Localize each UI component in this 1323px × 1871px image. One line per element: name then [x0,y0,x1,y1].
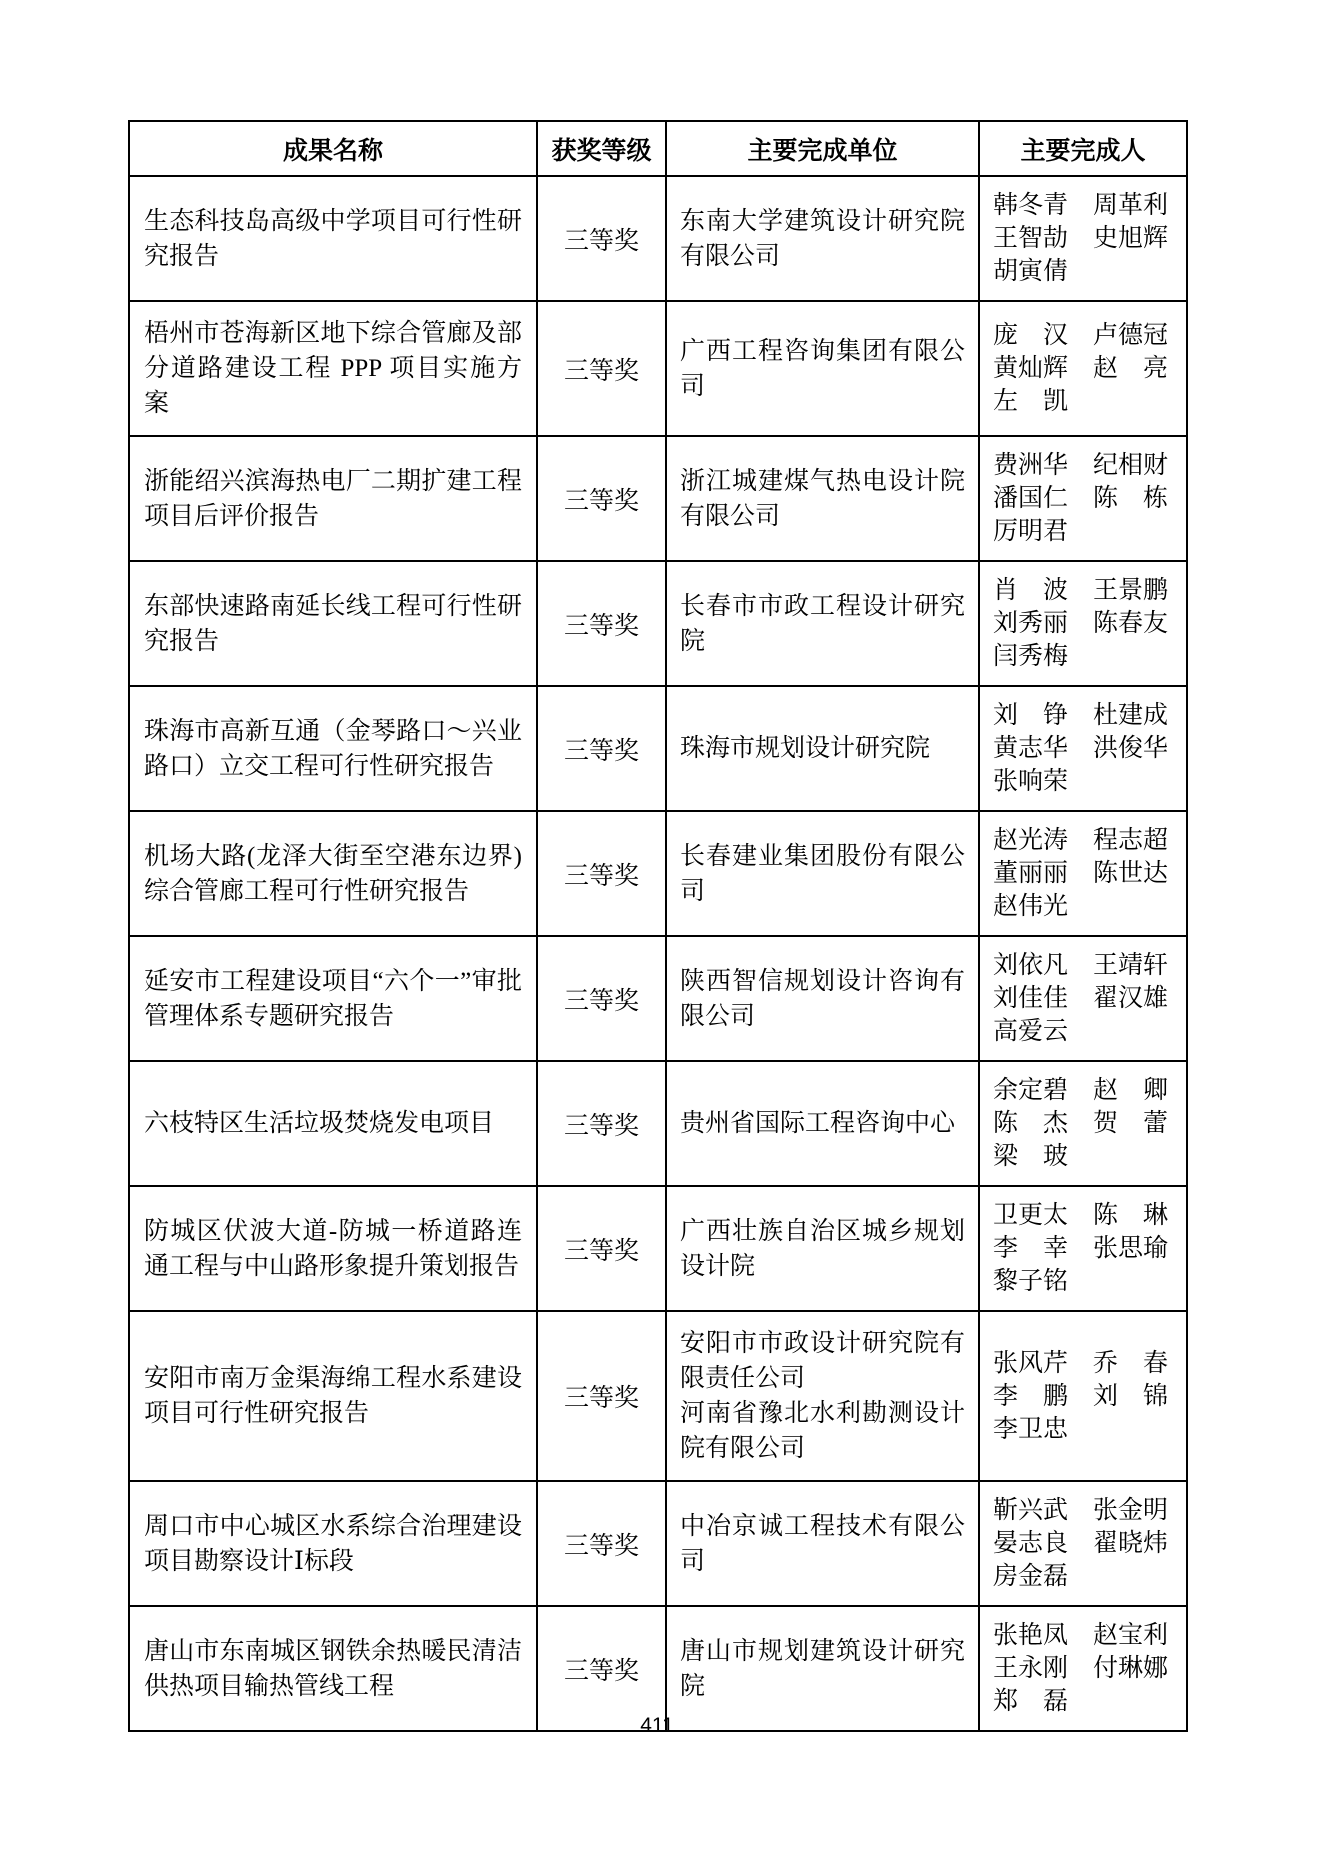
person-line: 高爱云 [993,1018,1069,1045]
award-level: 三等奖 [537,436,666,561]
person-line: 庞 汉 卢德冠 [993,322,1169,349]
person-line: 郑 磊 [993,1688,1069,1715]
award-level: 三等奖 [537,1061,666,1186]
person-line: 黎子铭 [993,1268,1069,1295]
person-line: 余定碧 赵 卿 [993,1077,1169,1104]
person-line: 晏志良 翟晓炜 [993,1530,1169,1557]
person-line: 潘国仁 陈 栋 [993,485,1169,512]
completing-persons [979,1186,1187,1311]
completing-persons [979,1606,1187,1731]
person-line: 张风芹 乔 春 [993,1349,1169,1377]
award-level: 三等奖 [537,811,666,936]
column-header: 主要完成人 [979,121,1187,176]
result-name: 防城区伏波大道-防城一桥道路连通工程与中山路形象提升策划报告 [129,1186,537,1311]
unit-line: 安阳市市政设计研究院有限责任公司 [680,1330,965,1392]
result-name: 延安市工程建设项目“六个一”审批管理体系专题研究报告 [129,936,537,1061]
person-line: 李 鹏 刘 锦 [993,1382,1169,1410]
completing-unit [666,436,979,561]
table-row [129,301,1187,436]
table-row [129,1311,1187,1481]
unit-line: 东南大学建筑设计研究院有限公司 [680,207,965,270]
result-name: 珠海市高新互通（金琴路口～兴业路口）立交工程可行性研究报告 [129,686,537,811]
table-row [129,1481,1187,1606]
person-line: 刘秀丽 陈春友 [993,610,1169,637]
unit-line: 唐山市规划建筑设计研究院 [680,1637,965,1700]
person-line: 靳兴武 张金明 [993,1497,1169,1524]
unit-line: 长春建业集团股份有限公司 [680,842,965,905]
results-table-body [129,176,1187,1731]
person-line: 闫秀梅 [993,643,1069,670]
completing-persons [979,936,1187,1061]
completing-persons [979,176,1187,301]
unit-line: 河南省豫北水利勘测设计院有限公司 [680,1400,965,1462]
unit-line: 浙江城建煤气热电设计院有限公司 [680,467,965,530]
unit-line: 贵州省国际工程咨询中心 [680,1110,956,1137]
award-level: 三等奖 [537,176,666,301]
unit-line: 珠海市规划设计研究院 [680,735,931,762]
completing-persons [979,1311,1187,1481]
person-line: 刘佳佳 翟汉雄 [993,985,1169,1012]
completing-persons [979,301,1187,436]
completing-unit [666,176,979,301]
person-line: 黄志华 洪俊华 [993,735,1169,762]
unit-line: 陕西智信规划设计咨询有限公司 [680,967,965,1030]
result-name: 唐山市东南城区钢铁余热暖民清洁供热项目输热管线工程 [129,1606,537,1731]
result-name: 梧州市苍海新区地下综合管廊及部分道路建设工程 PPP 项目实施方案 [129,301,537,436]
awards-table [128,120,1188,1732]
completing-unit [666,1186,979,1311]
person-line: 胡寅倩 [993,258,1069,285]
table-row [129,561,1187,686]
completing-unit [666,1061,979,1186]
completing-unit [666,811,979,936]
person-line: 房金磊 [993,1563,1069,1590]
page-number: 411 [640,1714,674,1737]
person-line: 李 幸 张思瑜 [993,1235,1169,1262]
table-row [129,1186,1187,1311]
completing-persons [979,811,1187,936]
completing-persons [979,686,1187,811]
award-level: 三等奖 [537,936,666,1061]
person-line: 董丽丽 陈世达 [993,860,1169,887]
person-line: 王智劼 史旭辉 [993,225,1169,252]
unit-line: 广西工程咨询集团有限公司 [680,337,965,400]
award-level: 三等奖 [537,1186,666,1311]
person-line: 李卫忠 [993,1415,1069,1443]
column-header: 主要完成单位 [666,121,979,176]
completing-persons [979,1481,1187,1606]
award-level: 三等奖 [537,1606,666,1731]
completing-persons [979,436,1187,561]
completing-persons [979,1061,1187,1186]
person-line: 陈 杰 贺 蕾 [993,1110,1169,1137]
completing-unit [666,686,979,811]
result-name: 周口市中心城区水系综合治理建设项目勘察设计Ⅰ标段 [129,1481,537,1606]
completing-unit [666,1606,979,1731]
table-header-row [129,121,1187,176]
table-row [129,811,1187,936]
completing-unit [666,561,979,686]
person-line: 费洲华 纪相财 [993,452,1169,479]
award-level: 三等奖 [537,1481,666,1606]
person-line: 张艳凤 赵宝利 [993,1622,1169,1649]
table-row [129,436,1187,561]
table-row [129,176,1187,301]
person-line: 左 凯 [993,388,1069,415]
column-header: 获奖等级 [537,121,666,176]
result-name: 机场大路(龙泽大街至空港东边界)综合管廊工程可行性研究报告 [129,811,537,936]
person-line: 厉明君 [993,518,1069,545]
result-name: 东部快速路南延长线工程可行性研究报告 [129,561,537,686]
person-line: 赵光涛 程志超 [993,827,1169,854]
completing-unit [666,1481,979,1606]
result-name: 生态科技岛高级中学项目可行性研究报告 [129,176,537,301]
award-level: 三等奖 [537,1311,666,1481]
result-name: 安阳市南万金渠海绵工程水系建设项目可行性研究报告 [129,1311,537,1481]
completing-unit [666,301,979,436]
table-row [129,1061,1187,1186]
person-line: 赵伟光 [993,893,1069,920]
completing-unit [666,936,979,1061]
award-level: 三等奖 [537,561,666,686]
table-row [129,936,1187,1061]
unit-line: 中冶京诚工程技术有限公司 [680,1512,965,1575]
unit-line: 长春市市政工程设计研究院 [680,592,965,655]
unit-line: 广西壮族自治区城乡规划设计院 [680,1217,965,1280]
result-name: 六枝特区生活垃圾焚烧发电项目 [129,1061,537,1186]
person-line: 卫更太 陈 琳 [993,1202,1169,1229]
person-line: 黄灿辉 赵 亮 [993,355,1169,382]
result-name: 浙能绍兴滨海热电厂二期扩建工程项目后评价报告 [129,436,537,561]
person-line: 刘依凡 王靖轩 [993,952,1169,979]
award-level: 三等奖 [537,301,666,436]
completing-unit [666,1311,979,1481]
person-line: 王永刚 付琳娜 [993,1655,1169,1682]
table-row [129,1606,1187,1731]
completing-persons [979,561,1187,686]
person-line: 张响荣 [993,768,1069,795]
column-header: 成果名称 [129,121,537,176]
person-line: 梁 玻 [993,1143,1069,1170]
person-line: 韩冬青 周革利 [993,192,1169,219]
person-line: 肖 波 王景鹏 [993,577,1169,604]
award-level: 三等奖 [537,686,666,811]
table-row [129,686,1187,811]
person-line: 刘 铮 杜建成 [993,702,1169,729]
